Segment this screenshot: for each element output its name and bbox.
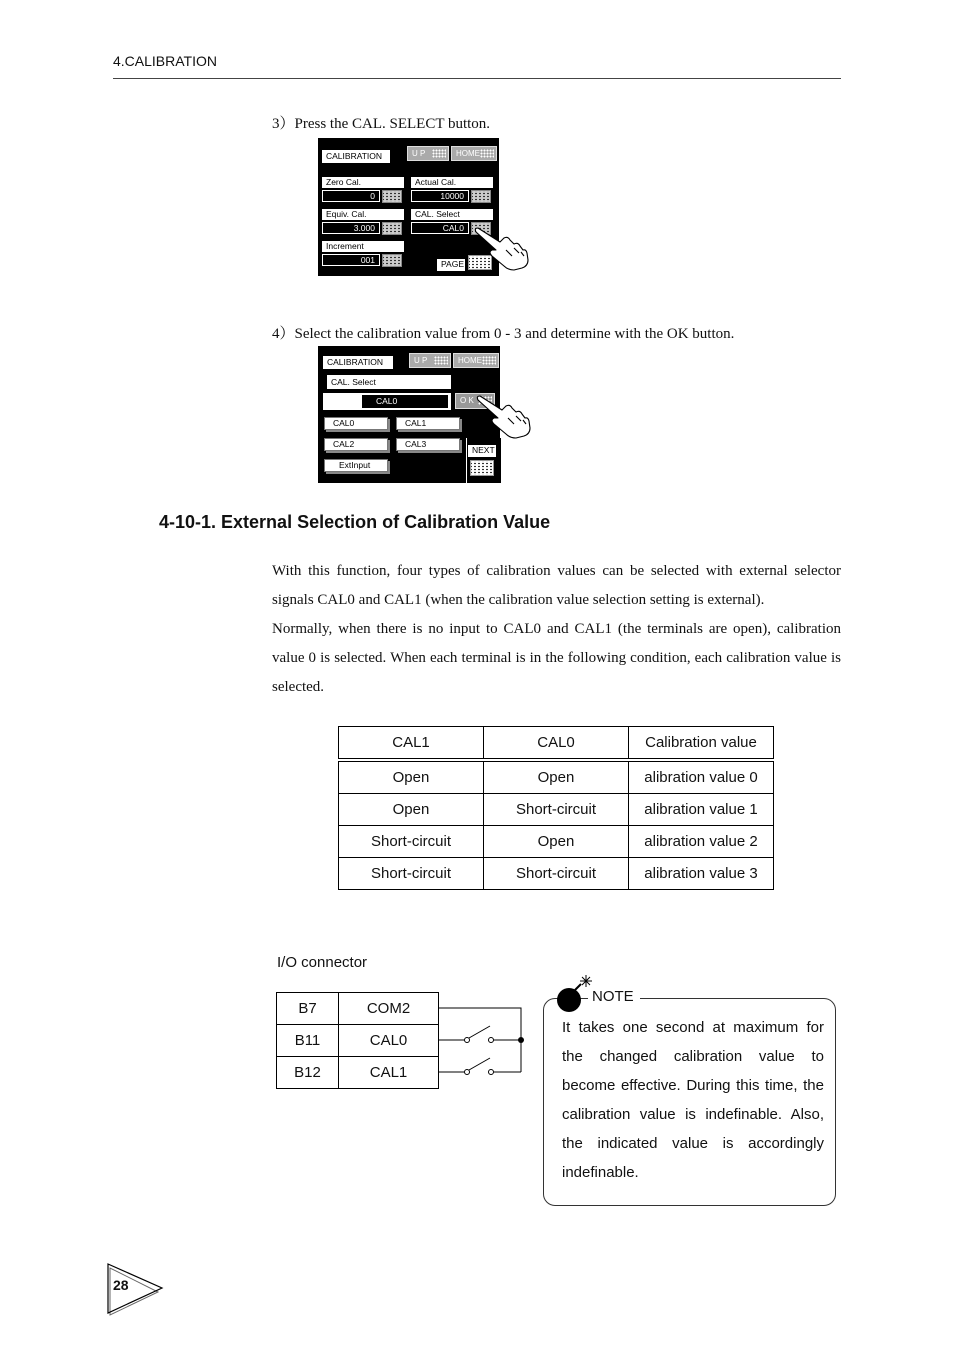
actual-cal-keypad-button[interactable] [471,190,491,203]
table-row [339,760,774,794]
paragraph-2: Normally, when there is no input to CAL0 and CAL1 (the terminals are open), calibration value 0 is selected. When each terminal is in the following condition, each calibration value is selected. [272,621,841,695]
home-button[interactable]: HOME [451,146,497,161]
zero-cal-label: Zero Cal. [322,177,404,188]
cal0-option-button[interactable]: CAL0 [324,417,388,430]
table-cell: alibration value 3 [629,858,774,890]
equiv-cal-label: Equiv. Cal. [322,209,404,220]
increment-keypad-button[interactable] [382,254,402,267]
extinput-option-button[interactable]: ExtInput [324,459,388,472]
table-cell: Short-circuit [484,858,629,890]
increment-value: 001 [322,254,380,266]
pointing-hand-icon [470,218,530,274]
actual-cal-label: Actual Cal. [411,177,493,188]
table-row [277,1025,439,1057]
selected-cal-value: CAL0 [361,394,449,409]
next-button[interactable] [470,460,494,476]
step-3-text: 3）Press the CAL. SELECT button. [272,116,491,132]
table-cell: alibration value 0 [629,760,774,794]
table-cell: Short-circuit [339,826,484,858]
pointing-hand-icon [472,386,532,442]
cal2-option-button[interactable]: CAL2 [324,438,388,451]
signal-cell: CAL0 [339,1025,439,1057]
pin-cell: B11 [277,1025,339,1057]
cal-select-label: CAL. Select [411,209,493,220]
table-row [339,794,774,826]
table-row [277,993,439,1025]
home-button[interactable]: HOME [453,353,499,368]
junction-dot [518,1037,524,1043]
step-4-text: 4）Select the calibration value from 0 - 3 and determine with the OK button. [272,326,735,342]
equiv-cal-keypad-button[interactable] [382,222,402,235]
page-number: 28 [113,1277,129,1293]
table-cell: Short-circuit [339,858,484,890]
table-row [339,826,774,858]
signal-cell: COM2 [339,993,439,1025]
table-row [339,858,774,890]
table-cell: Short-circuit [484,794,629,826]
table-cell: Open [339,794,484,826]
pin-cell: B12 [277,1057,339,1089]
table-header-row [339,727,774,761]
cal-select-label: CAL. Select [327,375,451,389]
cal3-option-button[interactable]: CAL3 [396,438,460,451]
cal-select-value: CAL0 [411,222,469,234]
zero-cal-keypad-button[interactable] [382,190,402,203]
zero-cal-value: 0 [322,190,380,202]
table-header-cell: CAL0 [484,727,629,761]
table-header-cell: CAL1 [339,727,484,761]
table-header-cell: Calibration value [629,727,774,761]
header-rule [113,78,841,79]
table-cell: Open [484,760,629,794]
pin-cell: B7 [277,993,339,1025]
page-label: PAGE [437,259,465,271]
section-heading: 4-10-1. External Selection of Calibration Value [159,512,551,532]
increment-label: Increment [322,241,404,252]
table-cell: Open [339,760,484,794]
cal1-option-button[interactable]: CAL1 [396,417,460,430]
equiv-cal-value: 3.000 [322,222,380,234]
table-cell: alibration value 2 [629,826,774,858]
switch-wiring-diagram [438,1000,530,1080]
up-button[interactable]: U P [407,146,449,161]
table-row [277,1057,439,1089]
note-text: It takes one second at maximum for the changed calibration value to become effective. During this time, the calibration value is indefinable. Also, the indicated value is accordingly indefinable. [562,1019,824,1181]
io-connector-label: I/O connector [277,954,368,971]
running-header: 4.CALIBRATION [113,53,217,69]
next-label: NEXT [468,445,496,457]
table-cell: Open [484,826,629,858]
ok-button[interactable]: O K [455,393,495,409]
screen-title: CALIBRATION [322,150,390,163]
screen-title: CALIBRATION [323,356,393,369]
io-connector-table [276,992,439,1089]
paragraph-1: With this function, four types of calibration values can be selected with external selector signals CAL0 and CAL1 (when the calibration value selection setting is external). [272,563,841,608]
calibration-selection-table [338,726,774,890]
table-cell: alibration value 1 [629,794,774,826]
actual-cal-value: 10000 [411,190,469,202]
note-title: NOTE [588,988,640,1005]
signal-cell: CAL1 [339,1057,439,1089]
up-button[interactable]: U P [409,353,451,368]
